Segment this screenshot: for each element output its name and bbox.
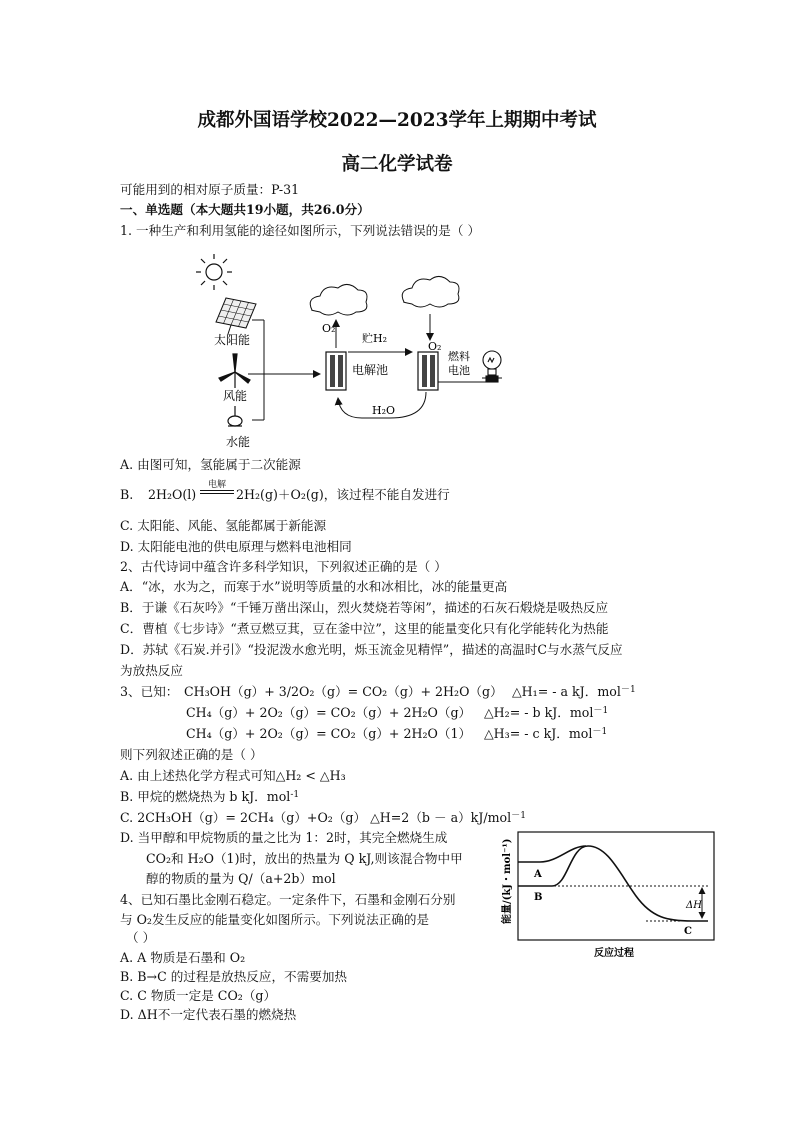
q4-stem-line3: （ ）: [126, 930, 156, 945]
q3-stem: 3、已知：: [120, 684, 179, 699]
atomic-mass-note: 可能用到的相对原子质量：P-31: [120, 182, 300, 197]
fuel-cell-label-1: 燃料: [448, 350, 470, 363]
o2-left-label: O₂: [322, 322, 336, 335]
store-h2-label: 贮H₂: [362, 332, 388, 345]
q1-option-a: A. 由图可知，氢能属于二次能源: [120, 457, 301, 472]
energy-axis-label: 能量/(kJ・mol⁻¹): [502, 838, 513, 924]
solar-panel-icon: [216, 298, 256, 334]
q3-option-a: A. 由上述热化学方程式可知△H₂ < △H₃: [120, 768, 346, 783]
exam-title: 成都外国语学校2022—2023学年上期期中考试: [197, 110, 597, 131]
process-axis-label: 反应过程: [594, 948, 634, 959]
q4-option-d: D. ΔH不一定代表石墨的燃烧热: [120, 1007, 297, 1022]
q3-option-d-line1: D. 当甲醇和甲烷物质的量之比为 1：2时，其完全燃烧生成: [120, 830, 448, 845]
q3-option-b: B. 甲烷的燃烧热为 b kJ．mol$^{-1}$: [120, 789, 300, 804]
q2-option-c: C．曹植《七步诗》“煮豆燃豆萁，豆在釜中泣”，这里的能量变化只有化学能转化为热能: [120, 621, 609, 636]
q3-dh1: △H₁= - a kJ．mol$^{-1}$: [512, 684, 636, 699]
hydrogen-energy-diagram: [190, 250, 520, 455]
q3-dh2: △H₂= - b kJ．mol$^{-1}$: [484, 705, 609, 720]
electrolyzer-icon: [326, 352, 346, 390]
exam-subtitle: 高二化学试卷: [341, 154, 453, 175]
wind-turbine-icon: [219, 354, 250, 388]
q4-stem-line2: 与 O₂发生反应的能量变化如图所示。下列说法正确的是: [120, 912, 430, 927]
wind-label: 风能: [223, 389, 248, 403]
q1-option-b-prefix: B.: [120, 487, 134, 502]
equals-arrow-icon: [200, 489, 234, 495]
label-c: C: [684, 926, 692, 937]
fuel-cell-icon: [418, 352, 438, 390]
sun-icon: [196, 254, 232, 290]
energy-profile-diagram: [496, 826, 728, 962]
q3-dh3: △H₃= - c kJ．mol$^{-1}$: [484, 726, 608, 741]
q2-option-d-line1: D．苏轼《石炭.并引》“投泥泼水愈光明，烁玉流金见精悍”，描述的高温时C与水蒸气反应: [120, 642, 623, 657]
label-b: B: [534, 892, 543, 903]
light-bulb-icon: [482, 351, 502, 382]
label-delta-h: ΔH: [686, 900, 702, 911]
q3-option-c: C. 2CH₃OH（g）= 2CH₄（g）+O₂（g） △H=2（b － a）kJ/mol$^{-1}$: [120, 810, 526, 825]
q1-stem: 1. 一种生产和利用氢能的途径如图所示，下列说法错误的是（ ）: [120, 223, 481, 238]
q4-option-c: C. C 物质一定是 CO₂（g）: [120, 988, 277, 1003]
q2-option-d-line2: 为放热反应: [120, 663, 183, 678]
q3-eq3: CH₄（g）+ 2O₂（g）= CO₂（g）+ 2H₂O（1）: [186, 726, 472, 741]
electrolyzer-label: 电解池: [352, 363, 389, 377]
q4-option-b: B. B→C 的过程是放热反应，不需要加热: [120, 969, 348, 984]
q1-option-c: C. 太阳能、风能、氢能都属于新能源: [120, 518, 327, 533]
q3-eq2: CH₄（g）+ 2O₂（g）= CO₂（g）+ 2H₂O（g）: [186, 705, 472, 720]
q3-eq1: CH₃OH（g）+ 3/2O₂（g）= CO₂（g）+ 2H₂O（g）: [184, 684, 503, 699]
q3-ask: 则下列叙述正确的是（ ）: [120, 747, 263, 762]
q3-option-d-line3: 醇的物质的量为 Q/（a+2b）mol: [146, 871, 336, 886]
q4-stem-line1: 4、已知石墨比金刚石稳定。一定条件下，石墨和金刚石分别: [120, 892, 456, 907]
water-turbine-icon: [228, 406, 242, 426]
cloud-icon: [402, 276, 459, 307]
water-label: 水能: [226, 435, 251, 449]
q2-stem: 2、古代诗词中蕴含许多科学知识，下列叙述正确的是（ ）: [120, 559, 447, 574]
h2o-label: H₂O: [372, 404, 396, 417]
q1-option-b-right: 2H₂(g)＋O₂(g)，该过程不能自发进行: [236, 487, 450, 502]
q3-option-d-line2: CO₂和 H₂O（1)时，放出的热量为 Q kJ,则该混合物中甲: [146, 851, 463, 866]
q4-option-a: A. A 物质是石墨和 O₂: [120, 950, 246, 965]
q1-option-b-left: 2H₂O(l): [148, 487, 197, 502]
o2-right-label: O₂: [428, 340, 442, 353]
solar-label: 太阳能: [214, 333, 251, 347]
q1-option-b-arrow-label: 电解: [207, 480, 226, 490]
cloud-icon: [310, 284, 367, 315]
label-a: A: [534, 869, 542, 880]
q2-option-a: A．“冰，水为之，而寒于水”说明等质量的水和冰相比，冰的能量更高: [120, 579, 508, 594]
q1-option-d: D. 太阳能电池的供电原理与燃料电池相同: [120, 539, 352, 554]
q2-option-b: B．于谦《石灰吟》“千锤万凿出深山，烈火焚烧若等闲”，描述的石灰石煅烧是吸热反应: [120, 600, 609, 615]
section-heading: 一、单选题（本大题共19小题，共26.0分）: [120, 202, 370, 217]
fuel-cell-label-2: 电池: [448, 364, 470, 377]
